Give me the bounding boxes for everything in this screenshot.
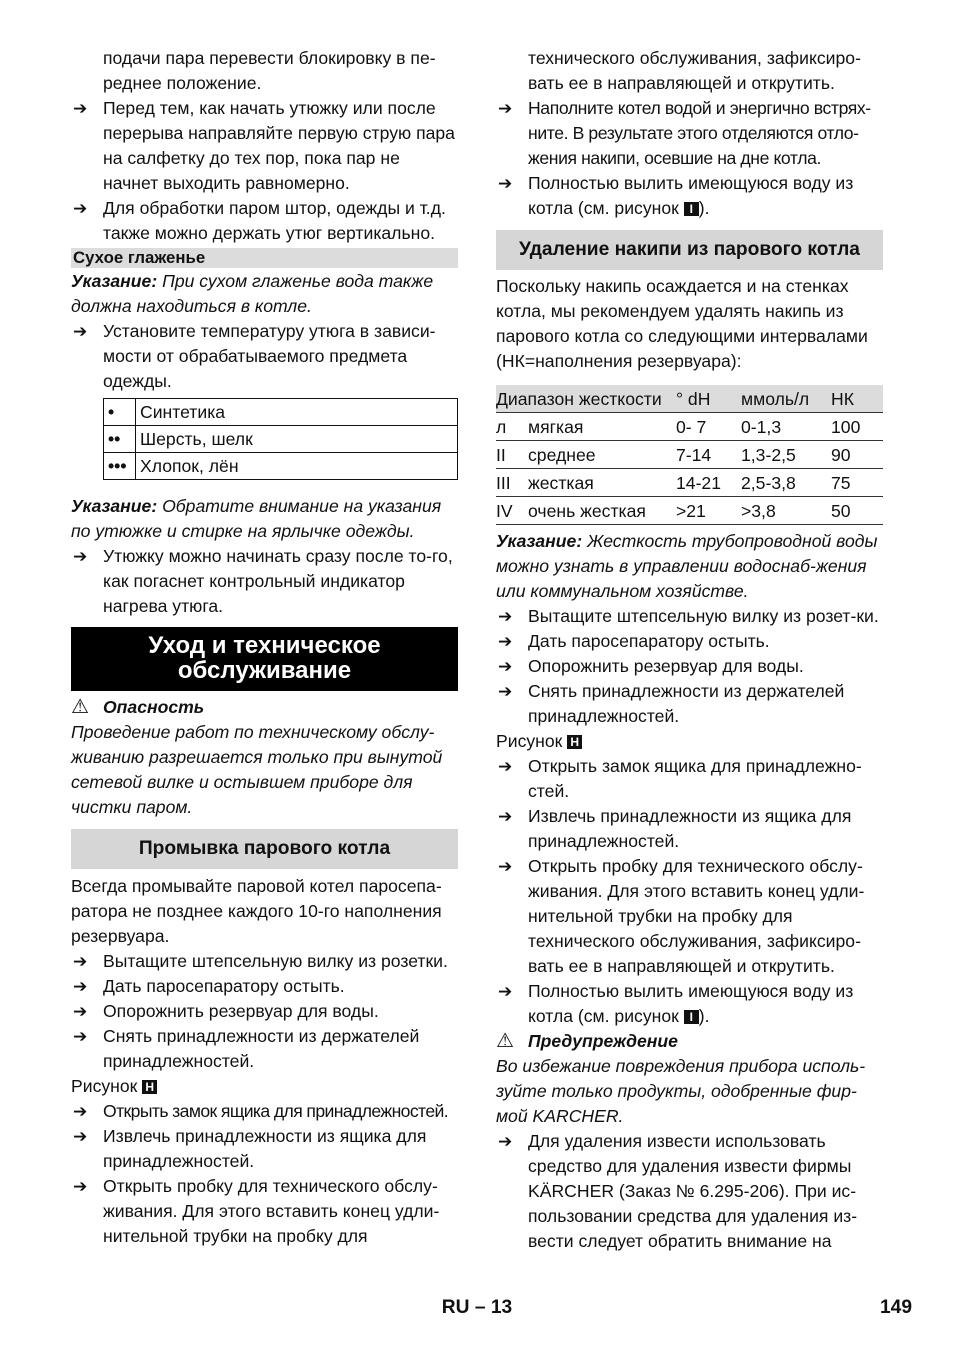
list-item-text: Дать паросепаратору остыть. [103, 976, 345, 996]
dots-cell: •• [104, 426, 136, 453]
arrow-icon: ➔ [73, 977, 88, 996]
list-item [496, 804, 883, 854]
column-header: ° dH [676, 385, 741, 413]
arrow-icon: ➔ [498, 174, 513, 193]
dots-cell: • [104, 399, 136, 426]
column-header: НК [831, 385, 883, 413]
hardness-table [496, 385, 883, 525]
table-header-row [496, 385, 883, 413]
list-item-text: Открыть пробку для технического обслу-живания. Для этого вставить конец удли-нительной трубки на пробку для технического обслуживания, зафиксиро-вать ее в направляющей и открутить. [528, 856, 865, 976]
list-item: ➔ Полностью вылить имеющуюся воду из котла (см. рисунок I ). [498, 981, 854, 1026]
arrow-icon: ➔ [73, 547, 88, 566]
descale-heading: Удаление накипи из парового котла [496, 230, 883, 270]
table-row: II среднее 7-14 1,3-2,5 90 [496, 441, 883, 469]
list-item [496, 654, 883, 679]
table-row [104, 426, 458, 453]
page-number: 149 [879, 1297, 912, 1318]
arrow-icon: ➔ [73, 199, 88, 218]
figure-badge: I [684, 202, 699, 216]
list-item-text: Открыть замок ящика для принадлежностей. [103, 1101, 449, 1121]
fabric-cell: Синтетика [136, 399, 458, 426]
list-item [71, 949, 458, 974]
arrow-icon: ➔ [498, 99, 513, 118]
note-text: Обратите внимание на указания по утюжке и стирке на ярлычке одежды. [71, 496, 442, 541]
continued-text: технического обслуживания, зафиксиро-вать ее в направляющей и открутить. [528, 48, 861, 93]
figure-reference: Рисунок H [496, 729, 883, 754]
flush-intro: Всегда промывайте паровой котел паросепа-ратора не позднее каждого 10-го наполнения резервуара. [71, 876, 442, 946]
heading-line: обслуживание [177, 657, 352, 684]
right-column [496, 46, 883, 1254]
arrow-icon: ➔ [73, 1177, 88, 1196]
list-item [71, 974, 458, 999]
list-item [71, 1024, 458, 1074]
note [71, 494, 458, 544]
list-item-text: Извлечь принадлежности из ящика для принадлежностей. [103, 1126, 427, 1171]
danger-text: Проведение работ по техническому обслу-живанию разрешается только при вынутой сетевой вилке и остывшем приборе для чистки паром. [71, 722, 443, 817]
continued-text: подачи пара перевести блокировку в пе-реднее положение. [103, 48, 436, 93]
arrow-icon: ➔ [73, 99, 88, 118]
fabric-table [103, 398, 458, 480]
heading-line: Уход и техническое [148, 632, 381, 659]
list-item-text: Полностью вылить имеющуюся воду из котла (см. рисунок [528, 173, 854, 218]
table-row: III жесткая 14-21 2,5-3,8 75 [496, 469, 883, 497]
figure-badge: H [567, 735, 582, 749]
warning-label: ⚠ Предупреждение [496, 1030, 678, 1052]
warning-text: Во избежание повреждения прибора исполь-зуйте только продукты, одобренные фир-мой KARCHER. [496, 1056, 866, 1126]
figure-reference: Рисунок H [71, 1074, 458, 1099]
list-item [496, 1129, 883, 1254]
warning-triangle-icon: ⚠ [496, 1030, 514, 1052]
list-item [496, 96, 883, 171]
arrow-icon: ➔ [73, 1002, 88, 1021]
arrow-icon: ➔ [498, 607, 513, 626]
list-item [71, 544, 458, 619]
list-item-text: Открыть замок ящика для принадлежно-стей. [528, 756, 862, 801]
arrow-icon: ➔ [73, 1027, 88, 1046]
list-item-text: Дать паросепаратору остыть. [528, 631, 770, 651]
care-section-heading [71, 627, 458, 691]
list-item [71, 319, 458, 394]
list-item [71, 96, 458, 196]
descale-intro: Поскольку накипь осаждается и на стенках котла, мы рекомендуем удалять накипь из парового котла со следующими интервалами (НК=наполнения резервуара): [496, 276, 868, 371]
flush-heading: Промывка парового котла [71, 829, 458, 869]
table-row [104, 399, 458, 426]
list-item [496, 754, 883, 804]
arrow-icon: ➔ [498, 757, 513, 776]
list-item-text: Утюжку можно начинать сразу после то-го, как погаснет контрольный индикатор нагрева утюга. [103, 546, 453, 616]
note [496, 529, 883, 604]
arrow-icon: ➔ [498, 807, 513, 826]
list-item-text: Открыть пробку для технического обслу-живания. Для этого вставить конец удли-нительной трубки на пробку для [103, 1176, 440, 1246]
note-text: При сухом глаженье вода также должна находиться в котле. [71, 271, 434, 316]
arrow-icon: ➔ [498, 857, 513, 876]
danger-label: ⚠ Опасность [71, 696, 205, 718]
arrow-icon: ➔ [498, 632, 513, 651]
arrow-icon: ➔ [498, 982, 513, 1001]
note-text: Жесткость трубопроводной воды можно узнать в управлении водоснаб-жения или коммунальном хозяйстве. [496, 531, 878, 601]
list-item [496, 629, 883, 654]
list-item [71, 1099, 458, 1124]
page-footer-section: RU – 13 [441, 1297, 513, 1318]
list-item [71, 1174, 458, 1249]
list-item-text: Опорожнить резервуар для воды. [528, 656, 804, 676]
list-item-text: Снять принадлежности из держателей принадлежностей. [528, 681, 845, 726]
table-row: л мягкая 0- 7 0-1,3 100 [496, 413, 883, 441]
list-item [496, 679, 883, 729]
list-item: ➔ Полностью вылить имеющуюся воду из котла (см. рисунок I ). [498, 173, 854, 218]
list-item-text: Опорожнить резервуар для воды. [103, 1001, 379, 1021]
note-label: Указание: [71, 496, 158, 516]
list-item-text: Наполните котел водой и энергично встрях-ните. В результате этого отделяются отло-жения накипи, осевшие на дне котла. [528, 98, 871, 168]
list-item [71, 999, 458, 1024]
figure-badge: H [142, 1080, 157, 1094]
list-item-text: Вытащите штепсельную вилку из розет-ки. [528, 606, 879, 626]
arrow-icon: ➔ [73, 952, 88, 971]
note-label: Указание: [71, 271, 158, 291]
arrow-icon: ➔ [73, 322, 88, 341]
arrow-icon: ➔ [498, 1132, 513, 1151]
fabric-cell: Хлопок, лён [136, 453, 458, 480]
arrow-icon: ➔ [73, 1102, 88, 1121]
list-item-text: Полностью вылить имеющуюся воду из котла (см. рисунок [528, 981, 854, 1026]
column-header: Диапазон жесткости [496, 385, 676, 413]
list-item-text: Для обработки паром штор, одежды и т.д. также можно держать утюг вертикально. [103, 198, 446, 243]
column-header: ммоль/л [741, 385, 831, 413]
fabric-cell: Шерсть, шелк [136, 426, 458, 453]
list-item [71, 196, 458, 246]
dots-cell: ••• [104, 453, 136, 480]
list-item [496, 604, 883, 629]
note [71, 269, 458, 319]
dry-ironing-heading: Сухое глаженье [71, 248, 458, 268]
table-row [104, 453, 458, 480]
list-item-text: Для удаления извести использовать средство для удаления извести фирмы KÄRCHER (Заказ № 6.295-206). При ис-пользовании средства для удаления из-вести следует обратить внимание на [528, 1131, 858, 1251]
arrow-icon: ➔ [73, 1127, 88, 1146]
warning-triangle-icon: ⚠ [71, 696, 89, 718]
list-item-text: Перед тем, как начать утюжку или после перерыва направляйте первую струю пара на салфетку до тех пор, пока пар не начнет выходить равномерно. [103, 98, 455, 193]
arrow-icon: ➔ [498, 657, 513, 676]
table-row: IV очень жесткая >21 >3,8 50 [496, 497, 883, 525]
list-item [71, 1124, 458, 1174]
left-column [71, 46, 458, 1249]
list-item-text: Снять принадлежности из держателей принадлежностей. [103, 1026, 420, 1071]
list-item-text: Вытащите штепсельную вилку из розетки. [103, 951, 448, 971]
note-label: Указание: [496, 531, 583, 551]
arrow-icon: ➔ [498, 682, 513, 701]
figure-badge: I [684, 1010, 699, 1024]
list-item-text: Установите температуру утюга в зависи-мости от обрабатываемого предмета одежды. [103, 321, 436, 391]
list-item-text: Извлечь принадлежности из ящика для принадлежностей. [528, 806, 852, 851]
list-item [496, 854, 883, 979]
